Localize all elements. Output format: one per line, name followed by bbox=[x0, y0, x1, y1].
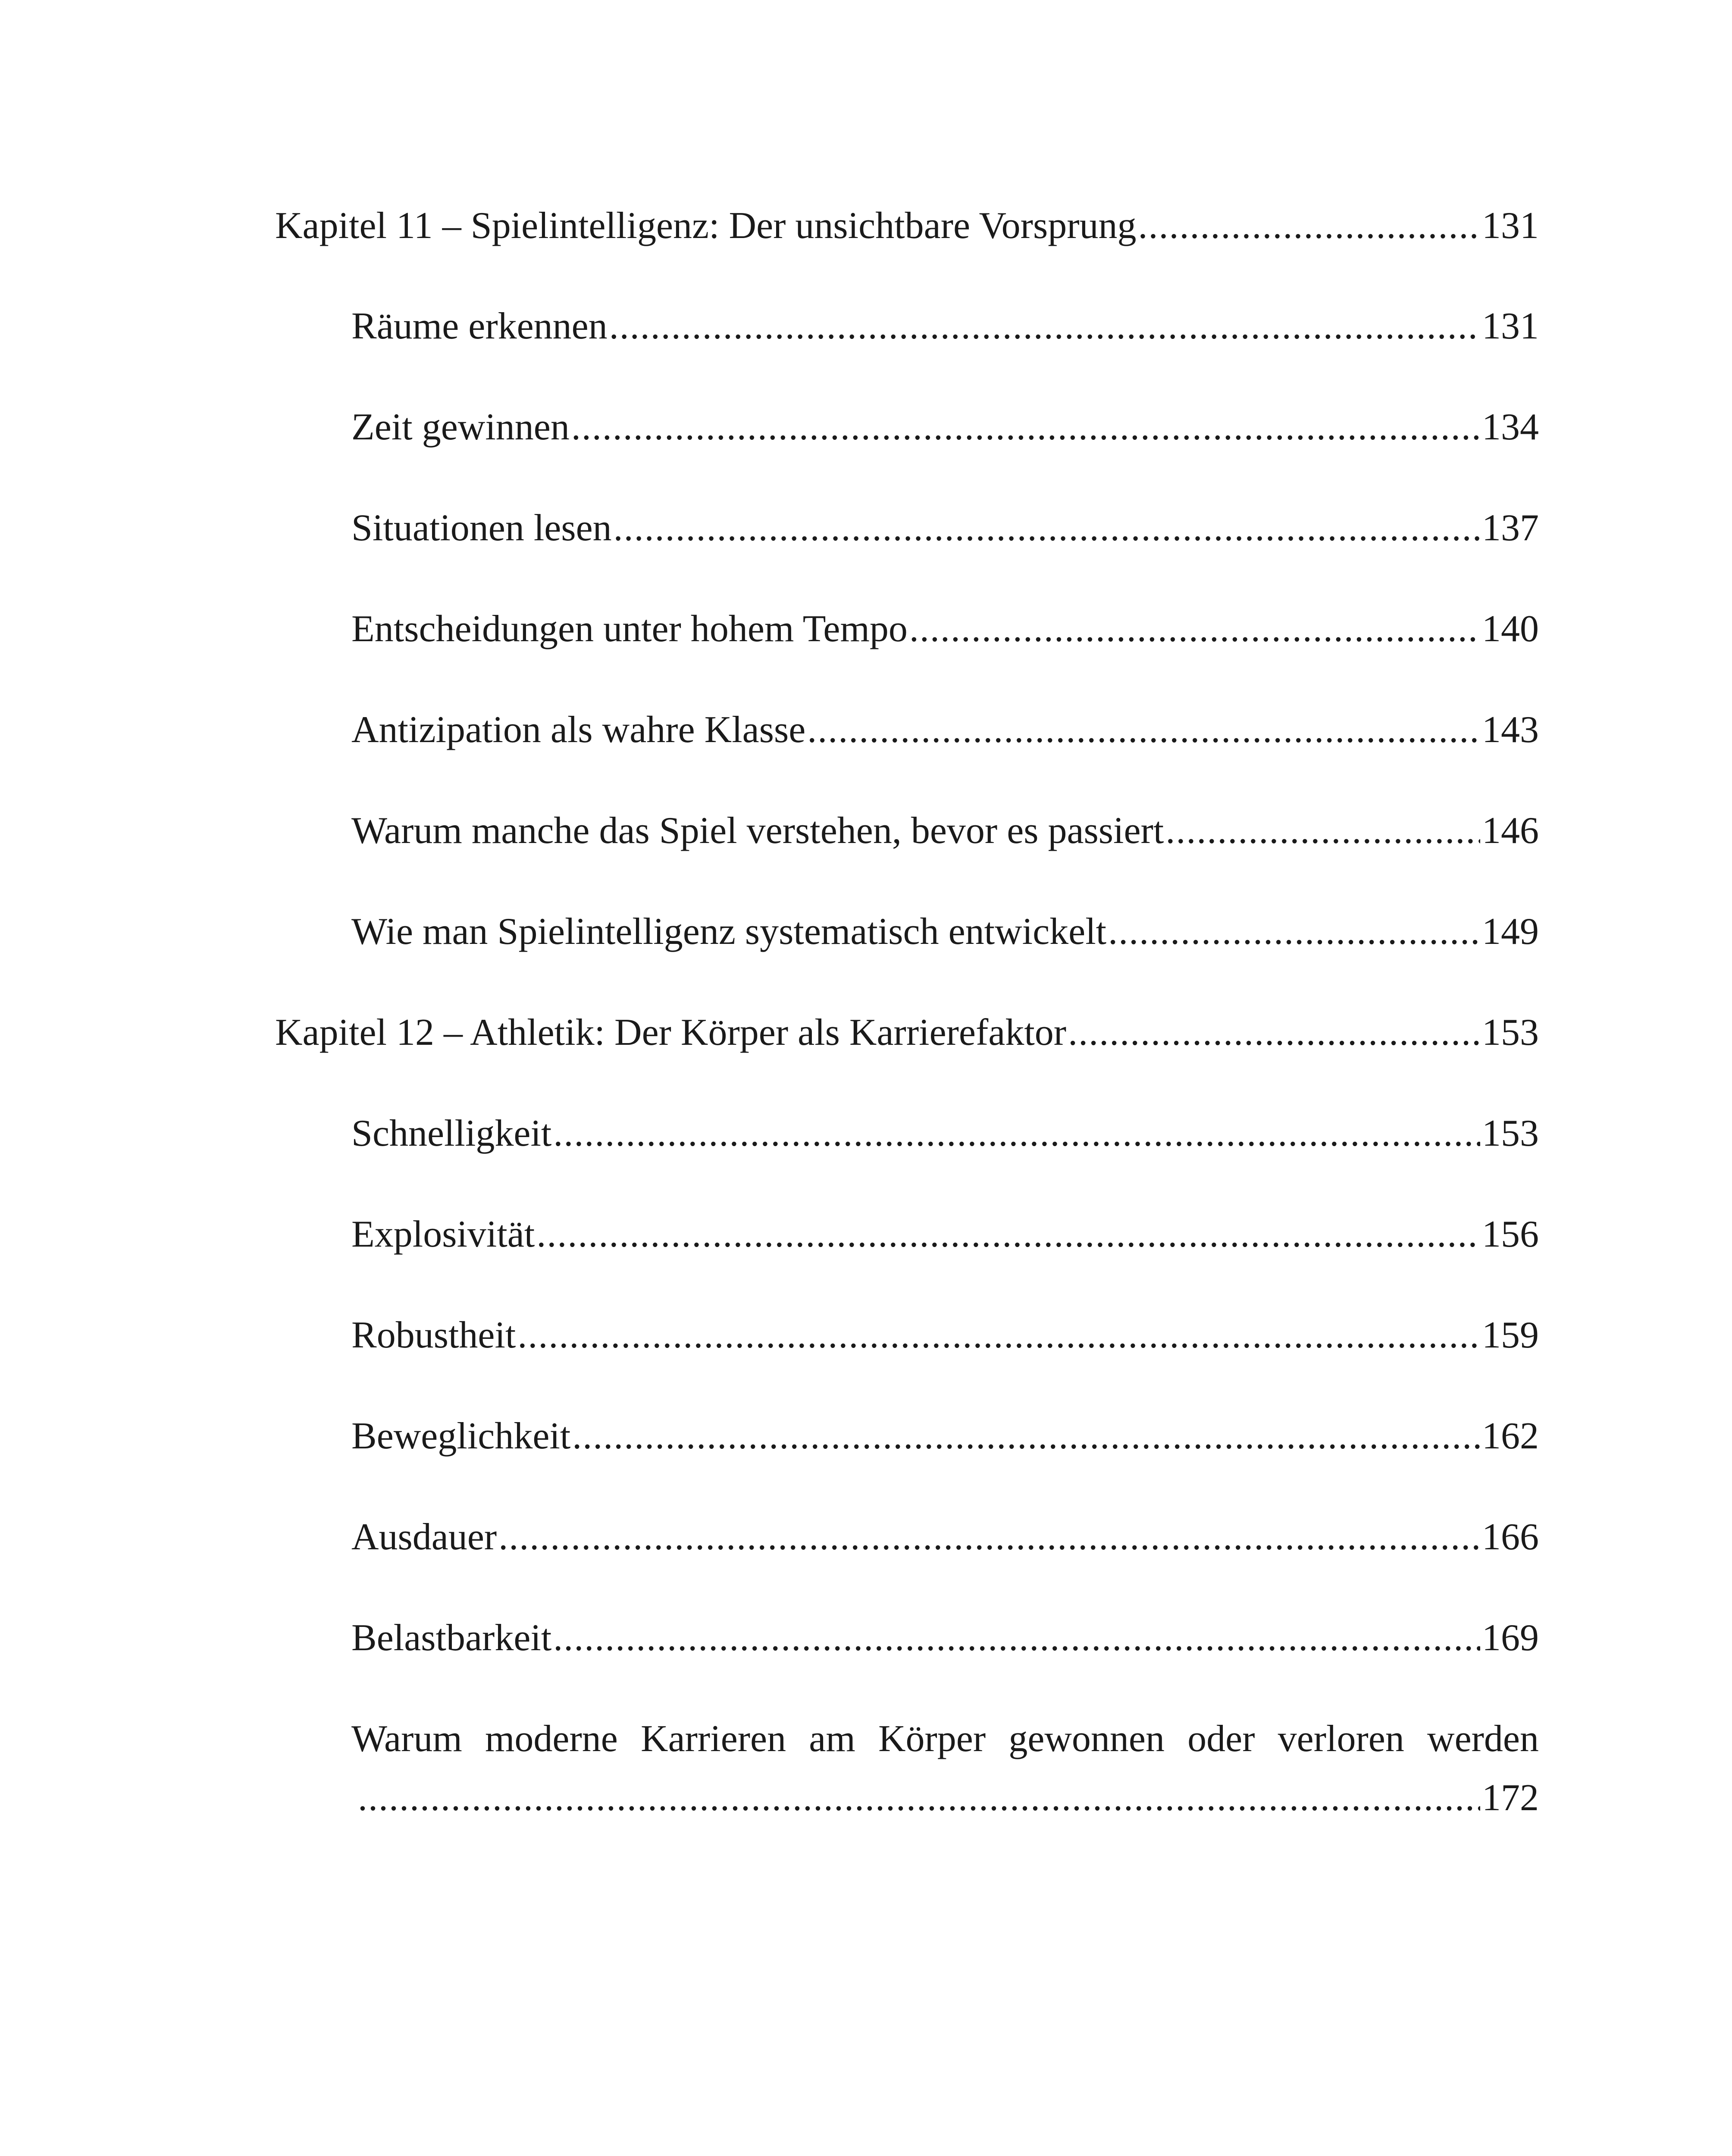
dot-leader bbox=[1165, 809, 1480, 852]
dot-leader bbox=[1138, 204, 1480, 248]
dot-leader bbox=[614, 507, 1480, 550]
toc-entry[interactable] bbox=[351, 608, 1539, 651]
toc-entry-page: 143 bbox=[1482, 709, 1539, 751]
toc-entry-title: Belastbarkeit bbox=[351, 1617, 552, 1659]
dot-leader bbox=[536, 1213, 1480, 1256]
toc-entry-title: Kapitel 12 – Athletik: Der Körper als Karrierefaktor bbox=[275, 1012, 1067, 1053]
toc-entry-page: 131 bbox=[1482, 205, 1539, 247]
toc-entry-page: 140 bbox=[1482, 608, 1539, 650]
dot-leader bbox=[572, 1415, 1480, 1458]
toc-entry-page: 137 bbox=[1482, 507, 1539, 549]
toc-entry-page: 156 bbox=[1482, 1213, 1539, 1255]
toc-entry-page: 134 bbox=[1482, 406, 1539, 448]
dot-leader bbox=[609, 305, 1480, 348]
toc-entry[interactable] bbox=[351, 305, 1539, 348]
toc-entry[interactable] bbox=[351, 1213, 1539, 1256]
dot-leader bbox=[1108, 910, 1480, 953]
toc-entry[interactable] bbox=[351, 1617, 1539, 1660]
toc-entry-page: 153 bbox=[1482, 1012, 1539, 1053]
toc-entry-page: 131 bbox=[1482, 305, 1539, 347]
toc-entry-chapter-12[interactable] bbox=[275, 1011, 1539, 1054]
dot-leader bbox=[553, 1617, 1480, 1660]
toc-entry[interactable] bbox=[351, 406, 1539, 449]
toc-entry-page: 153 bbox=[1482, 1112, 1539, 1154]
toc-entry[interactable] bbox=[351, 809, 1539, 852]
toc-entry-title: Schnelligkeit bbox=[351, 1112, 552, 1154]
toc-entry-page: 172 bbox=[1482, 1777, 1539, 1819]
toc-entry-page: 146 bbox=[1482, 810, 1539, 852]
toc-entry-title: Explosivität bbox=[351, 1213, 535, 1255]
toc-entry[interactable] bbox=[351, 708, 1539, 752]
toc-entry-title: Räume erkennen bbox=[351, 305, 608, 347]
dot-leader bbox=[517, 1314, 1480, 1357]
toc-entry-page: 159 bbox=[1482, 1314, 1539, 1356]
toc-entry-title: Entscheidungen unter hohem Tempo bbox=[351, 608, 908, 650]
toc-entry-title: Wie man Spielintelligenz systematisch entwickelt bbox=[351, 911, 1107, 953]
toc-entry-page: 169 bbox=[1482, 1617, 1539, 1659]
toc-entry-continuation[interactable] bbox=[358, 1777, 1539, 1820]
toc-entry-chapter-11[interactable] bbox=[275, 204, 1539, 248]
toc-entry-title: Robustheit bbox=[351, 1314, 516, 1356]
toc-entry-title: Zeit gewinnen bbox=[351, 406, 570, 448]
dot-leader bbox=[807, 708, 1480, 752]
toc-entry-title: Kapitel 11 – Spielintelligenz: Der unsichtbare Vorsprung bbox=[275, 205, 1137, 247]
dot-leader bbox=[1068, 1011, 1480, 1054]
toc-entry[interactable] bbox=[351, 507, 1539, 550]
toc-entry-title: Ausdauer bbox=[351, 1516, 497, 1558]
toc-entry-page: 166 bbox=[1482, 1516, 1539, 1558]
toc-entry-title: Beweglichkeit bbox=[351, 1415, 571, 1457]
toc-entry-title: Antizipation als wahre Klasse bbox=[351, 709, 806, 751]
dot-leader bbox=[909, 608, 1480, 651]
toc-entry[interactable] bbox=[351, 910, 1539, 953]
dot-leader bbox=[553, 1112, 1480, 1155]
toc-entry[interactable] bbox=[351, 1112, 1539, 1155]
dot-leader bbox=[571, 406, 1480, 449]
toc-entry-page: 162 bbox=[1482, 1415, 1539, 1457]
toc-entry[interactable] bbox=[351, 1516, 1539, 1559]
toc-entry[interactable] bbox=[351, 1314, 1539, 1357]
toc-entry-page: 149 bbox=[1482, 911, 1539, 953]
toc-entry[interactable] bbox=[351, 1415, 1539, 1458]
toc-entry-title: Warum manche das Spiel verstehen, bevor es passiert bbox=[351, 810, 1164, 852]
dot-leader bbox=[498, 1516, 1480, 1559]
dot-leader bbox=[358, 1777, 1480, 1820]
toc-entry-title: Situationen lesen bbox=[351, 507, 612, 549]
toc-entry-title-wrapped[interactable]: Warum moderne Karrieren am Körper gewonnen oder verloren werden bbox=[351, 1718, 1539, 1760]
